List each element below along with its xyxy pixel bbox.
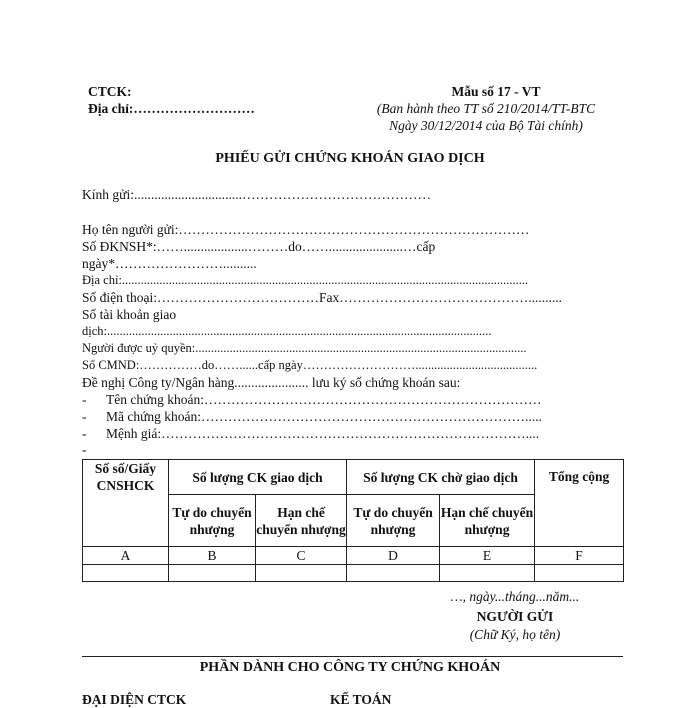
header-total: Tổng cộng <box>535 460 624 547</box>
column-letter: F <box>535 547 624 565</box>
id-card-line: Số CMND:……………do……......cấp ngày………………………....................................... <box>82 358 538 372</box>
section-divider <box>82 656 623 657</box>
table-cell[interactable] <box>169 565 256 582</box>
address-line: Địa chỉ:.................................................................................................................................. <box>82 273 529 287</box>
column-letter: C <box>256 547 347 565</box>
authorized-person-line: Người được uỷ quyền:.......................................................................................................... <box>82 341 527 355</box>
header-restricted-transfer: Hạn chế chuyển nhượng <box>440 495 535 547</box>
column-letter: D <box>347 547 440 565</box>
securities-table <box>82 459 624 582</box>
account-line-2: dịch:........................................................................................................................... <box>82 324 492 338</box>
issued-line-1: (Ban hành theo TT số 210/2014/TT-BTC <box>376 101 596 116</box>
document-title: PHIẾU GỬI CHỨNG KHOÁN GIAO DỊCH <box>215 151 485 166</box>
header-free-transfer: Tự do chuyển nhượng <box>169 495 256 547</box>
ctck-label: CTCK: <box>88 84 132 99</box>
bullet: - <box>82 426 87 441</box>
dknsh-line: Số ĐKNSH*:……...................………do……......................…cấp <box>82 239 436 254</box>
issue-date-line: ngày*…………………….......... <box>82 256 257 271</box>
bullet: - <box>82 392 87 407</box>
address-label: Địa chỉ:……………………… <box>88 101 255 116</box>
phone-fax-line: Số điện thoại:………………………………Fax…………………………………….......... <box>82 290 562 305</box>
request-line: Đề nghị Công ty/Ngân hàng...................... lưu ký số chứng khoán sau: <box>82 375 461 390</box>
company-rep-label: ĐẠI DIỆN CTCK <box>82 692 187 707</box>
header-trading-qty: Số lượng CK giao dịch <box>169 460 347 495</box>
table-cell[interactable] <box>347 565 440 582</box>
account-line-1: Số tài khoản giao <box>82 307 177 322</box>
header-pending-qty: Số lượng CK chờ giao dịch <box>347 460 535 495</box>
bullet: - <box>82 409 87 424</box>
security-code-line: Mã chứng khoán:………………………………………………………………..... <box>106 409 542 424</box>
table-cell[interactable] <box>535 565 624 582</box>
table-row <box>83 565 624 582</box>
form-number: Mẫu số 17 - VT <box>451 84 541 99</box>
security-name-line: Tên chứng khoán:………………………………………………………………… <box>106 392 542 407</box>
par-value-line: Mệnh giá:……………………………………………………………………….... <box>106 426 540 441</box>
sender-signature-title: NGƯỜI GỬI <box>476 609 554 624</box>
date-line: …, ngày...tháng...năm... <box>450 589 580 604</box>
table-cell[interactable] <box>83 565 169 582</box>
sign-note: (Chữ Ký, họ tên) <box>469 627 561 642</box>
table-cell[interactable] <box>440 565 535 582</box>
accountant-label: KẾ TOÁN <box>330 692 392 707</box>
sender-name-line: Họ tên người gửi:…………………………………………………………………… <box>82 222 530 237</box>
header-free-transfer: Tự do chuyển nhượng <box>347 495 440 547</box>
company-section-title: PHẦN DÀNH CHO CÔNG TY CHỨNG KHOÁN <box>199 660 501 675</box>
column-letter: A <box>83 547 169 565</box>
kinh-gui-line: Kính gửi:................................…………………………………… <box>82 187 431 202</box>
table-cell[interactable] <box>256 565 347 582</box>
column-letter: B <box>169 547 256 565</box>
issued-line-2: Ngày 30/12/2014 của Bộ Tài chính) <box>389 118 583 133</box>
header-restricted-transfer: Hạn chế chuyển nhượng <box>256 495 347 547</box>
bullet: - <box>82 442 87 457</box>
header-cert-number: Số số/Giấy CNSHCK <box>83 460 169 547</box>
column-letter: E <box>440 547 535 565</box>
